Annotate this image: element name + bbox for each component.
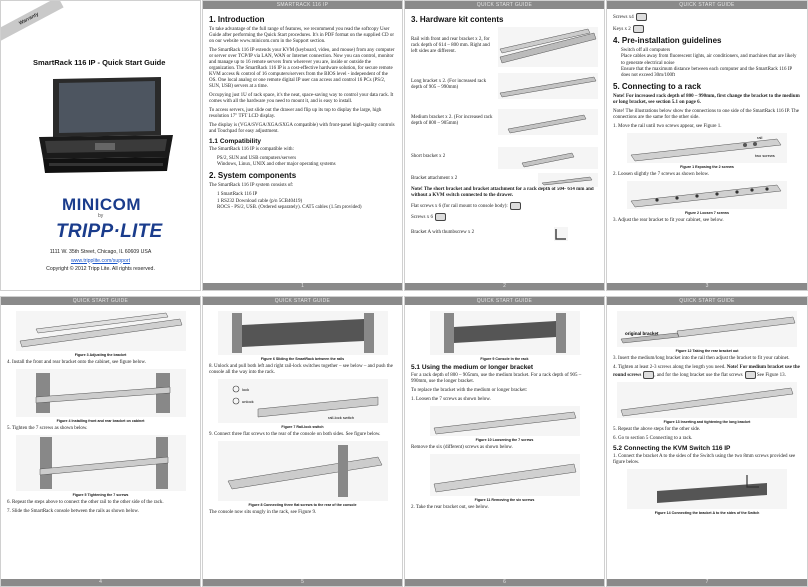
paragraph: The SmartRack 116 IP extends your KVM (keyboard, video, and mouse) from any computer or server over TCP/IP via LAN, WAN or Internet connection. Now you can control, monitor and manage up to 16 remote servers from wherever you are, inside or outside the organization. The SmartRack 116 IP is a cost-effective hardware solution, for secure remote KVM access & control of 16 computers/servers from the BIOS level - independent of the OS. One local analog or one remote digital IP user can access and control 16 PCs (PS/2, SUN, USB) servers at a time. xyxy=(209,48,395,89)
page-header: SMARTRACK 116 IP xyxy=(203,1,402,9)
figure-8 xyxy=(218,441,388,501)
subsection-title: 1.1 Compatibility xyxy=(209,138,262,145)
subsection-title: 5.2 Connecting the KVM Switch 116 IP xyxy=(613,445,731,453)
original-bracket-label: original bracket xyxy=(625,331,659,336)
guide-title: SmartRack 116 IP - Quick Start Guide xyxy=(33,58,166,67)
paragraph: 6. Go to section 5 Connecting to a rack. xyxy=(613,436,693,442)
figure-10 xyxy=(430,406,580,436)
tripp-lite-logo: TRIPP·LITE xyxy=(56,221,163,242)
keys-label: Keys x 2 xyxy=(613,27,631,33)
paragraph: 5. Repeat the above steps for the other side. xyxy=(613,427,701,433)
page-3 xyxy=(606,0,808,291)
screws-label: Screws x 6 xyxy=(411,215,433,221)
page-2 xyxy=(404,0,605,291)
short-bracket-illustration xyxy=(498,147,598,169)
paragraph: Remove the six (different) screws as shown below. xyxy=(411,445,513,450)
paragraph: For a rack depth of 800 – 905mm, use the medium bracket. For a rack depth of 905 – 990mm, use the longer bracket. xyxy=(411,373,582,384)
figure-caption: Figure 13 Inserting and tightening the long bracket xyxy=(663,420,751,425)
paragraph: 8. Unlock and pull both left and right rail-lock switches together – see below – and push the console all the way into the rack. xyxy=(209,364,393,375)
paragraph: 3. Insert the medium/long bracket into the rail then adjust the bracket to fit your cabinet. xyxy=(613,356,790,361)
paragraph: Short bracket x 2 xyxy=(411,153,446,159)
figure-caption: Figure 9 Console in the rack xyxy=(480,357,529,361)
paragraph: Occupying just 1U of rack space, it's the neat, space-saving way to control your data rack. It comes with all the hardware you need to mount it, and is easy to install. xyxy=(209,93,394,104)
figure-caption: Figure 7 Rail-lock switch xyxy=(281,425,324,429)
subsection-title: 5.1 Using the medium or longer bracket xyxy=(411,364,534,371)
figure-caption: Figure 3 Adjusting the bracket xyxy=(74,353,127,357)
compat-list xyxy=(209,156,396,168)
page-7 xyxy=(606,296,808,587)
figure-caption: Figure 2 Loosen 7 screws xyxy=(685,211,729,216)
paragraph: 2. Loosen slightly the 7 screws as shown below. xyxy=(613,172,710,178)
paragraph: Note! The illustrations below show the connections to one side of the SmartRack 116 IP. The connections are the same for the other side. xyxy=(613,109,799,121)
rail-lock-label: rail-lock switch xyxy=(327,415,354,420)
rail-illustration xyxy=(498,27,598,67)
page-footer: 7 xyxy=(607,579,807,586)
section-title: 4. Pre-installation guidelines xyxy=(613,36,722,46)
cover-page xyxy=(0,0,201,291)
paragraph: Bracket attachment x 2 xyxy=(411,175,458,181)
figure-caption: Figure 4 Installing front and rear bracket on cabinet xyxy=(56,419,145,423)
paragraph: 6. Repeat the steps above to connect the other rail to the other side of the rack. xyxy=(7,500,164,505)
page-header: QUICK START GUIDE xyxy=(1,297,200,305)
figure-caption: Figure 1 Exposing the 2 screws xyxy=(680,165,734,170)
step4-text: 4. Tighten at least 2-3 screws along the length you need. xyxy=(613,365,726,370)
paragraph: 9. Connect three flat screws to the rear of the console on both sides. See figure below. xyxy=(209,432,381,437)
figure-12 xyxy=(617,311,797,347)
bracket-a-illustration xyxy=(554,227,568,241)
figure-7 xyxy=(218,379,388,423)
paragraph: Long bracket x 2. (For increased rack depth of 905 – 990mm) xyxy=(411,78,487,90)
page-footer: 1 xyxy=(203,283,402,290)
copyright: Copyright © 2012 Tripp Lite. All rights reserved. xyxy=(46,266,155,272)
paragraph: 3. Adjust the rear bracket to fit your cabinet, see below. xyxy=(613,218,724,224)
paragraph: 4. Install the front and rear bracket onto the cabinet, see figure below. xyxy=(7,360,146,365)
page-5 xyxy=(202,296,403,587)
lock-label: lock xyxy=(241,387,249,392)
section-title: 2. System components xyxy=(209,171,297,181)
long-bracket-illustration xyxy=(498,73,598,99)
minicom-logo: MINICOM xyxy=(62,195,142,214)
list-item: • 1 SmartRack 116 IP xyxy=(217,192,396,198)
page-footer: 5 xyxy=(203,579,402,586)
paragraph: Bracket A with thumbscrew x 2 xyxy=(411,229,475,235)
round-screw-icon xyxy=(643,371,654,379)
paragraph: The SmartRack 116 IP system consists of: xyxy=(209,183,294,189)
bracket-attachment-illustration xyxy=(538,173,598,187)
paragraph: The display is (VGA/SVGA/XGA/SXGA compatible) with front-panel high-quality controls and Touchpad for easy adjustment. xyxy=(209,123,395,134)
paragraph: To take advantage of the full range of features, we recommend you read the softcopy User Guide after performing the Quick Start procedures. It's in PDF format on the supplied CD or on our website www.minicom.com in the Support section. xyxy=(209,27,395,44)
figure-caption: Figure 6 Sliding the SmartRack between the rails xyxy=(260,357,345,361)
paragraph: Medium bracket x 2. (For increased rack depth of 800 – 905mm) xyxy=(411,114,493,126)
section-title: 3. Hardware kit contents xyxy=(411,15,504,24)
figure-4 xyxy=(16,369,186,417)
fig1-rail-label: rail xyxy=(757,135,763,141)
figure-caption: Figure 14 Connecting the bracket A to the sides of the Switch xyxy=(654,511,760,516)
components-list xyxy=(209,192,396,211)
screw-icon xyxy=(435,213,446,221)
paragraph: 1. Move the rail until two screws appear, see Figure 1. xyxy=(613,124,722,130)
list-item: • Switch off all computers xyxy=(621,48,801,54)
page-header: QUICK START GUIDE xyxy=(203,297,402,305)
paragraph xyxy=(411,202,598,210)
figure-caption: Figure 12 Taking the rear bracket out xyxy=(675,349,739,353)
paragraph xyxy=(613,365,801,379)
flat-screws-label: Flat screws x 6 (for rail mount to console body): xyxy=(411,204,508,210)
note: Note! The short bracket and bracket attachment for a rack depth of 504- 614 mm and without a KVM switch connected to the drawer. xyxy=(411,187,594,198)
page-header: QUICK START GUIDE xyxy=(405,297,604,305)
paragraph: To access servers, just slide out the drawer and flip up its top to display the large, high resolution 17" TFT LCD display. xyxy=(209,108,382,119)
paragraph: 7. Slide the SmartRack console between the rails as shown below. xyxy=(7,509,139,514)
paragraph: To replace the bracket with the medium or longer bracket: xyxy=(411,388,528,393)
figure-11 xyxy=(430,454,580,496)
product-image xyxy=(39,75,173,181)
figure-3 xyxy=(16,311,186,351)
page-footer: 4 xyxy=(1,579,200,586)
paragraph: The SmartRack 116 IP is compatible with: xyxy=(209,147,294,152)
page-header: QUICK START GUIDE xyxy=(607,297,807,305)
list-item: • PS/2, SUN and USB computers/servers xyxy=(217,156,396,162)
section-title: 1. Introduction xyxy=(209,15,265,24)
flat-screw-icon xyxy=(510,202,521,210)
figure-caption: Figure 10 Loosening the 7 screws xyxy=(475,438,534,442)
unlock-label: unlock xyxy=(241,399,254,404)
page-footer: 6 xyxy=(405,579,604,586)
paragraph xyxy=(613,13,801,21)
step4-note: Note! For medium bracket use the round screws xyxy=(613,365,800,379)
paragraph: 5. Tighten the 7 screws as shown below. xyxy=(7,426,88,431)
medium-bracket-illustration xyxy=(498,109,598,135)
screws-label: Screws x4 xyxy=(613,15,634,21)
paragraph xyxy=(613,25,801,33)
contact-block xyxy=(1,248,200,274)
address: 1111 W. 35th Street, Chicago, IL 60609 USA xyxy=(49,249,152,255)
page-header: QUICK START GUIDE xyxy=(607,1,807,9)
list-item: • Place cables away from fluorescent lights, air conditioners, and machines that are likely to generate electrical noise xyxy=(621,54,801,66)
paragraph: 1. Loosen the 7 screws as shown below. xyxy=(411,397,491,402)
pre-install-list xyxy=(613,48,801,79)
list-item: • 1 RS232 Download cable (p/n 5CB40419) xyxy=(217,199,396,205)
page-footer: 3 xyxy=(607,283,807,290)
list-item: • Windows, Linux, UNIX and other major operating systems xyxy=(217,162,396,168)
key-icon xyxy=(633,25,644,33)
page-1 xyxy=(202,0,403,291)
note: Note! For increased rack depth of 800 – 990mm, first change the bracket to the medium or long bracket, see section 5.1 on page 6. xyxy=(613,94,800,106)
paragraph: 2. Take the rear bracket out, see below. xyxy=(411,505,489,510)
figure-14 xyxy=(627,469,787,509)
screw-icon xyxy=(636,13,647,21)
support-link[interactable]: www.tripplite.com/support xyxy=(70,257,131,264)
paragraph: The console now sits snugly in the rack, see Figure 9. xyxy=(209,510,317,515)
figure-caption: Figure 5 Tightening the 7 screws xyxy=(72,493,129,497)
figure-1 xyxy=(627,133,787,163)
page-4 xyxy=(0,296,201,587)
paragraph: Rail with front and rear bracket x 2, for rack depth of 614 – 800 mm. Right and left sides are different. xyxy=(411,36,490,54)
figure-9 xyxy=(430,311,580,355)
fig1-screws-label: two screws xyxy=(755,153,775,159)
paragraph xyxy=(411,213,598,221)
figure-6 xyxy=(218,311,388,355)
step4-text-cont: , and for the long bracket use the flat screws xyxy=(654,373,743,379)
list-item: • Ensure that the maximum distance between each computer and the SmartRack 116 IP does not exceed 30m/100ft xyxy=(621,67,801,79)
figure-caption: Figure 11 Removing the six screws xyxy=(474,498,535,502)
warranty-banner: Warranty xyxy=(0,0,64,41)
page-header: QUICK START GUIDE xyxy=(405,1,604,9)
paragraph: 1. Connect the bracket A to the sides of the Switch using the two 8mm screws provided see figure below. xyxy=(613,454,796,466)
figure-13 xyxy=(617,382,797,418)
logo-by-text: by xyxy=(98,213,104,219)
list-item: • ROCS - PS/2, USB. (Ordered separately). CAT5 cables (1.5m provided) xyxy=(217,205,396,211)
figure-caption: Figure 8 Connecting three flat screws to the rear of the console xyxy=(248,503,357,507)
flat-screw-icon xyxy=(745,371,756,379)
step4-see: See Figure 13. xyxy=(756,373,786,379)
figure-2 xyxy=(627,181,787,209)
page-footer: 2 xyxy=(405,283,604,290)
figure-5 xyxy=(16,435,186,491)
page-6 xyxy=(404,296,605,587)
section-title: 5. Connecting to a rack xyxy=(613,82,702,92)
